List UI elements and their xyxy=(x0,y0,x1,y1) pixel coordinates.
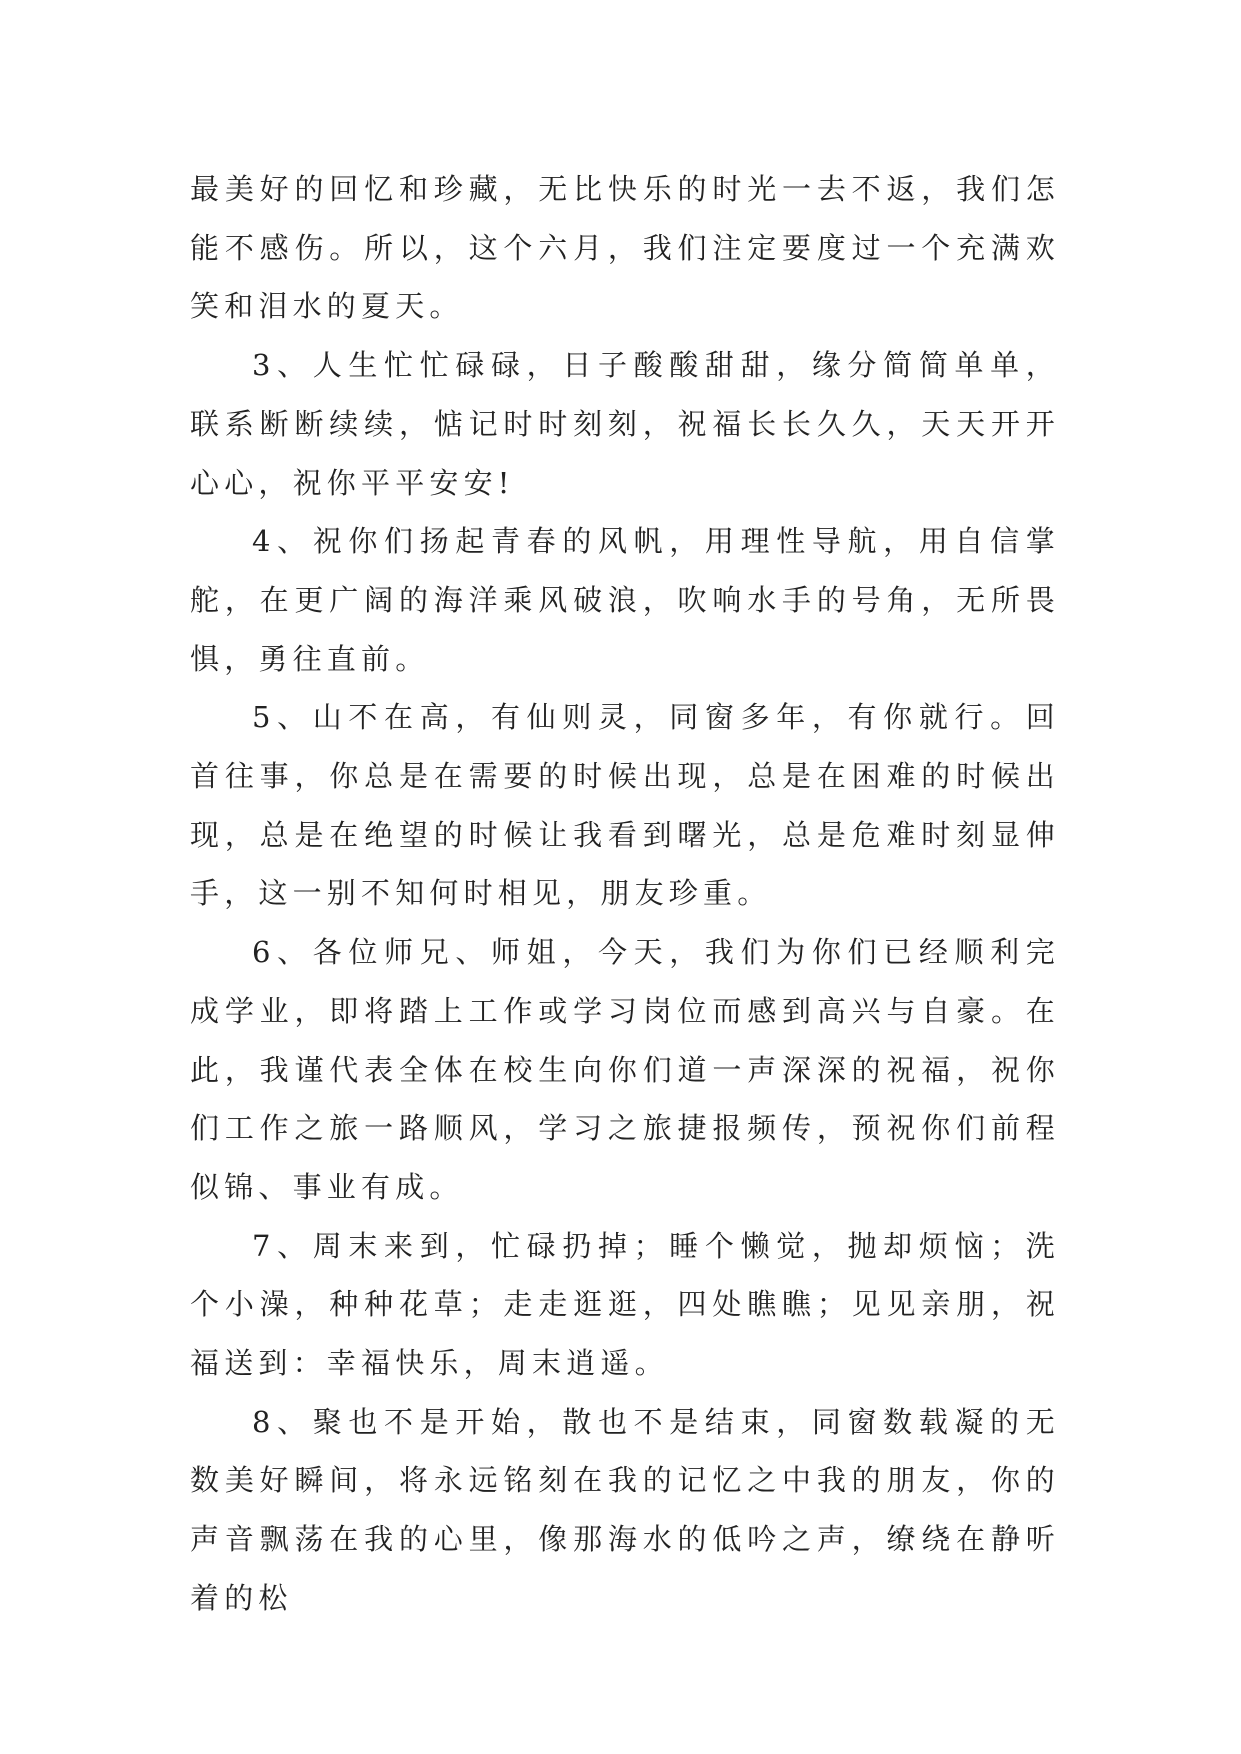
paragraph-item-3: 3、人生忙忙碌碌，日子酸酸甜甜，缘分简简单单，联系断断续续，惦记时时刻刻，祝福长长久久，天天开开心心，祝你平平安安! xyxy=(190,348,1060,500)
paragraph-item-7: 7、周末来到，忙碌扔掉；睡个懒觉，抛却烦恼；洗个小澡，种种花草；走走逛逛，四处瞧瞧；见见亲朋，祝福送到：幸福快乐，周末逍遥。 xyxy=(190,1228,1060,1381)
paragraph-item-8: 8、聚也不是开始，散也不是结束，同窗数载凝的无数美好瞬间，将永远铭刻在我的记忆之中我的朋友，你的声音飘荡在我的心里，像那海水的低吟之声，缭绕在静听着的松 xyxy=(190,1404,1060,1615)
paragraph-continuation: 最美好的回忆和珍藏，无比快乐的时光一去不返，我们怎能不感伤。所以，这个六月，我们注定要度过一个充满欢笑和泪水的夏天。 xyxy=(190,172,1060,324)
paragraph-item-4: 4、祝你们扬起青春的风帆，用理性导航，用自信掌舵，在更广阔的海洋乘风破浪，吹响水手的号角，无所畏惧，勇往直前。 xyxy=(190,524,1060,676)
paragraph-item-6: 6、各位师兄、师姐，今天，我们为你们已经顺利完成学业，即将踏上工作或学习岗位而感到高兴与自豪。在此，我谨代表全体在校生向你们道一声深深的祝福，祝你们工作之旅一路顺风，学习之旅捷报频传，预祝你们前程似锦、事业有成。 xyxy=(190,935,1060,1204)
paragraph-item-5: 5、山不在高，有仙则灵，同窗多年，有你就行。回首往事，你总是在需要的时候出现，总是在困难的时候出现，总是在绝望的时候让我看到曙光，总是危难时刻显伸手，这一别不知何时相见，朋友珍重。 xyxy=(190,700,1060,911)
document-body xyxy=(190,160,1060,1628)
